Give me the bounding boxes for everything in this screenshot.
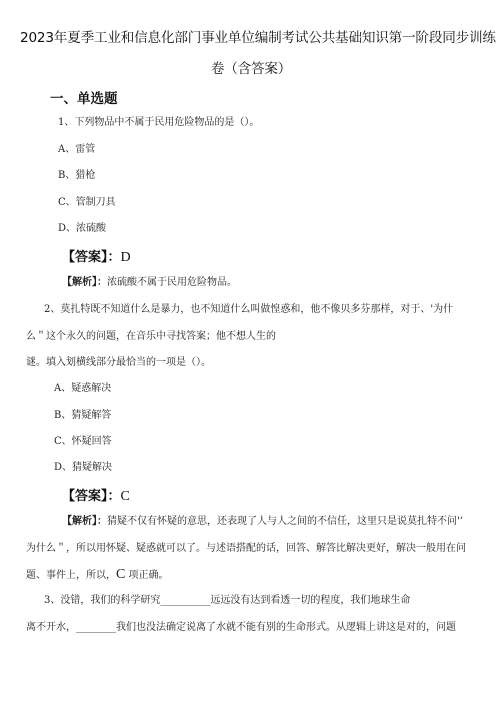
q1-option-c: C、管制刀具 <box>58 197 116 208</box>
q2-option-c: C、怀疑回答 <box>54 436 112 447</box>
q2-explanation-line3 <box>26 568 169 583</box>
q2-explanation-text1: 猜疑不仅有怀疑的意思，还表现了人与人之间的不信任，这里只是说莫扎特不问'‘ <box>107 516 463 527</box>
q2-answer-value: C <box>120 489 130 504</box>
q1-answer <box>62 246 131 266</box>
q1-answer-value: D <box>120 250 131 265</box>
q2-stem-line2: 么＂这个永久的问题，在音乐中寻找答案；他不想人生的 <box>26 331 276 342</box>
q3-stem-line1: 3、没错，我们的科学研究__________远远没有达到看透一切的程度，我们地球生命 <box>44 595 411 606</box>
q2-explanation-text3c: 项正确。 <box>125 570 169 581</box>
q1-stem: 1、下列物品中不属于民用危险物品的是（）。 <box>58 117 260 128</box>
q3-stem-line2: 离不开水，________我们也没法确定说离了水就不能有别的生命形式。从逻辑上讲这是对的，问题 <box>26 622 456 633</box>
q2-explanation-line2: 为什么＂，所以用怀疑、疑惑就可以了。与述语搭配的话，回答、解答比解决更好，解决一般用在问 <box>26 543 466 554</box>
q2-stem-line1: 2、莫扎特既不知道什么是暴力，也不知道什么叫做惶惑和，他不像贝多芬那样，对于、'为什 <box>44 304 454 315</box>
q2-option-d: D、猜疑解决 <box>54 462 113 473</box>
q2-answer <box>62 485 130 505</box>
q1-option-d: D、浓硫酸 <box>58 223 107 234</box>
document-title-line2: 卷（含答案） <box>210 61 292 77</box>
q1-option-a: A、雷管 <box>58 144 96 155</box>
q2-option-a: A、疑惑解决 <box>54 383 112 394</box>
section-heading: 一、单选题 <box>50 91 118 107</box>
q2-stem-line3: 谜。填入划横线部分最恰当的一项是（）。 <box>26 357 211 368</box>
q1-option-b: B、猎枪 <box>58 170 96 181</box>
q1-answer-label: 【答案】： <box>62 250 121 265</box>
q2-explanation-option-letter: C <box>116 567 126 582</box>
document-title-line1: 2023年夏季工业和信息化部门事业单位编制考试公共基础知识第一阶段同步训练 <box>20 30 496 46</box>
q2-explanation-tag: 【解析】： <box>62 516 107 527</box>
q1-explanation-tag: 【解析】： <box>62 277 107 288</box>
q2-answer-label: 【答案】： <box>62 489 121 504</box>
q1-explanation <box>62 276 237 290</box>
q2-explanation-text3a: 题、事件上，所以， <box>26 570 116 581</box>
q2-explanation-line1 <box>62 515 463 529</box>
q2-option-b: B、猜疑解答 <box>54 410 112 421</box>
q1-explanation-text: 浓硫酸不属于民用危险物品。 <box>107 277 237 288</box>
